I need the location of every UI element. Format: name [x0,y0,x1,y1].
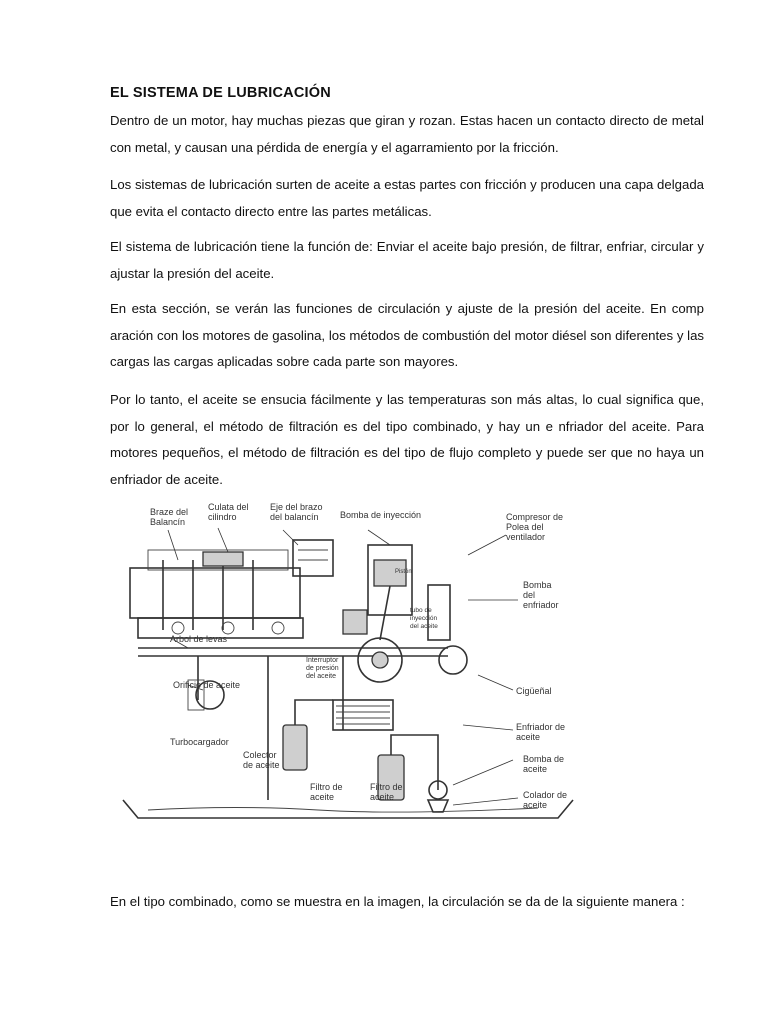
label-orifice: Orificio de aceite [173,680,241,690]
label-compressor-1: Compresor de [506,512,564,522]
label-filter-2b: aceite [370,792,395,802]
oil-level [148,808,538,813]
leader-strainer [453,798,518,805]
oil-filter-1 [283,725,307,770]
cylinder-head [130,568,300,618]
leader-oil-cooler [463,725,513,730]
label-cooler-pump-2: del [523,590,536,600]
label-oil-pump-2: aceite [523,764,548,774]
label-oil-pump-1: Bomba de [523,754,565,764]
rocker-shaft [203,552,243,566]
label-oil-cooler-2: aceite [516,732,541,742]
label-collector-1: Colector [243,750,277,760]
label-collector-2: de aceite [243,760,280,770]
label-switch-2: de presión [306,665,339,672]
label-switch-3: del aceite [306,673,336,680]
label-filter-1b: aceite [310,792,335,802]
paragraph-4: En esta sección, se verán las funciones de circulación y ajuste de la presión del aceite. En comp aración con los motores de gasolina, los métodos de combustión del motor diésel son diferentes y las cargas las cargas aplicadas sobre cada parte son mayores. [110,301,704,369]
paragraph-3: El sistema de lubricación tiene la función de: Enviar el aceite bajo presión, de filtrar, enfriar, circular y ajustar la presión del aceite. [110,239,704,281]
label-tube-3: del aceite [410,623,438,630]
label-shaft-2: del balancín [270,512,319,522]
paragraph-6: En el tipo combinado, como se muestra en la imagen, la circulación se da de la siguiente manera : [110,894,685,909]
label-tube-1: tubo de [410,607,432,614]
engine-diagram-svg [118,500,588,845]
leader-crankshaft [478,675,513,690]
document-title: EL SISTEMA DE LUBRICACIÓN [110,85,331,101]
injection-pump-detail [298,550,328,560]
cam-lobe-1 [172,622,184,634]
label-filter-2a: Filtro de [370,782,403,792]
cam-lobe-3 [272,622,284,634]
oil-pressure-switch [343,610,367,634]
filter-lines [295,700,438,790]
fan-pulley [439,646,467,674]
leader-rocker [168,530,178,560]
leader-head [218,528,228,552]
label-strainer-1: Colador de [523,790,568,800]
label-head-2: cilindro [208,512,237,522]
label-cooler-pump-1: Bomba [523,580,552,590]
label-shaft-1: Eje del brazo [270,502,323,512]
paragraph-1: Dentro de un motor, hay muchas piezas que giran y rozan. Estas hacen un contacto directo de metal con metal, y causan una pérdida de energía y el agarramiento por la fricción. [110,113,704,155]
label-head-1: Culata del [208,502,249,512]
leader-oil-pump [453,760,513,785]
label-cooler-pump-3: enfriador [523,600,559,610]
label-rocker-arm-2: Balancín [150,517,186,527]
oil-strainer [428,800,448,812]
leader-shaft [283,530,298,545]
injection-pump [293,540,333,576]
valve-stems [163,560,253,630]
label-piston: Pistón [395,569,412,575]
label-switch-1: Interruptor [306,657,339,664]
label-tube-2: inyección [410,615,438,622]
label-crankshaft: Cigüeñal [516,686,552,696]
label-compressor-3: ventilador [506,532,546,542]
label-strainer-2: aceite [523,800,548,810]
label-injection-pump: Bomba de inyección [340,510,422,520]
label-filter-1a: Filtro de [310,782,343,792]
label-rocker-arm-1: Braze del [150,507,189,517]
oil-pan [123,800,573,818]
crankshaft-hub [372,652,388,668]
label-oil-cooler-1: Enfriador de [516,722,566,732]
paragraph-2: Los sistemas de lubricación surten de aceite a estas partes con fricción y producen una capa delgada que evita el contacto directo entre las partes metálicas. [110,177,704,219]
paragraph-5: Por lo tanto, el aceite se ensucia fácilmente y las temperaturas son más altas, lo cual significa que, por lo general, el método de filtración es del tipo combinado, y hay un e nfriador del aceite. Para motores pequeños, el método de filtración es del tipo de flujo completo y puede ser que no haya un enfriador de aceite. [110,392,704,487]
connecting-rod [380,586,390,640]
label-turbocharger: Turbocargador [170,737,229,747]
leader-injection-pump [368,530,390,545]
leader-compressor [468,535,506,555]
lubrication-system-diagram [118,500,588,845]
oil-cooler-fins [336,706,390,724]
label-camshaft: Arbol de levas [170,634,228,644]
oil-cooler [333,700,393,730]
label-compressor-2: Polea del [506,522,544,532]
